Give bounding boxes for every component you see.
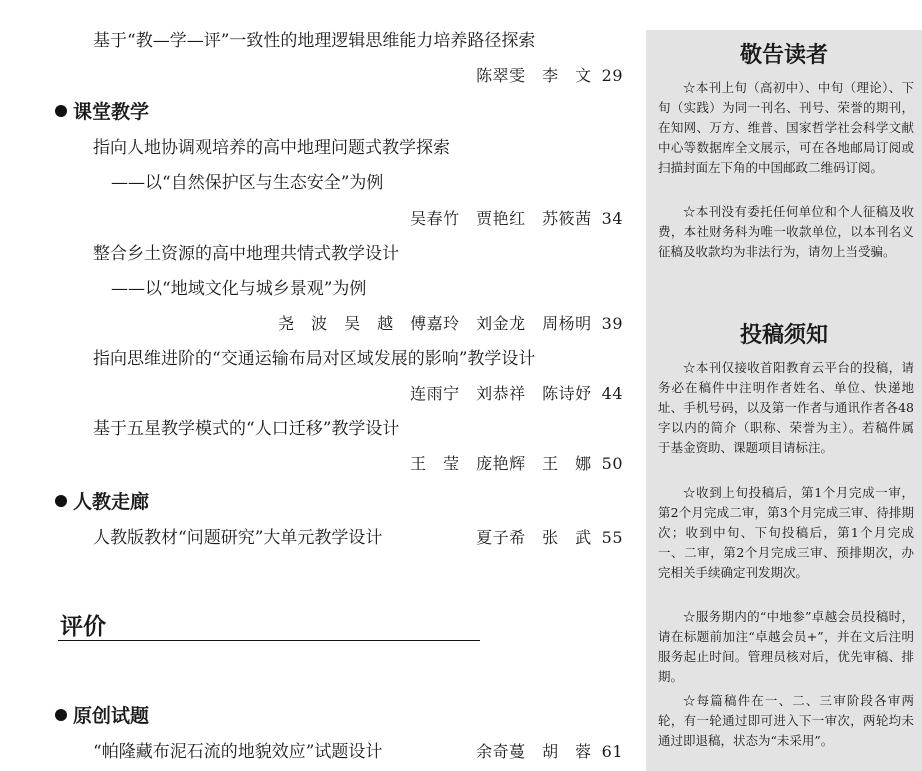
article-title[interactable]: 指向思维进阶的“交通运输布局对区域发展的影响”教学设计 xyxy=(93,349,536,369)
article-byline xyxy=(476,527,623,549)
page-number: 39 xyxy=(601,314,623,333)
page-number: 61 xyxy=(601,742,623,761)
page-number: 34 xyxy=(601,209,623,228)
section-heading-classroom: 课堂教学 xyxy=(55,100,149,124)
article-authors: 陈翠雯 李 文 xyxy=(476,66,592,85)
article-title[interactable]: 指向人地协调观培养的高中地理问题式教学探索 xyxy=(93,138,450,158)
section-divider xyxy=(58,640,480,641)
article-authors: 连雨宁 刘恭祥 陈诗妤 xyxy=(410,384,592,403)
article-authors: 吴春竹 贾艳红 苏筱茜 xyxy=(410,209,592,228)
article-title[interactable]: 基于五星教学模式的“人口迁移”教学设计 xyxy=(93,419,400,439)
page-number: 55 xyxy=(601,528,623,547)
article-title[interactable]: 整合乡土资源的高中地理共情式教学设计 xyxy=(93,244,399,264)
page-number: 50 xyxy=(601,454,623,473)
page-number: 29 xyxy=(601,66,623,85)
article-byline xyxy=(476,65,623,87)
article-byline xyxy=(410,453,623,475)
bullet-icon xyxy=(55,709,67,721)
article-subtitle: ——以“地域文化与城乡景观”为例 xyxy=(111,279,367,299)
article-byline xyxy=(476,741,623,763)
article-authors: 王 莹 庞艳辉 王 娜 xyxy=(410,454,592,473)
article-byline xyxy=(278,313,623,335)
notice-title-readers: 敬告读者 xyxy=(739,43,828,68)
notice-title-submission: 投稿须知 xyxy=(739,323,828,348)
section-heading-original: 原创试题 xyxy=(55,704,149,728)
article-authors: 夏子希 张 武 xyxy=(476,528,592,547)
article-byline xyxy=(410,208,623,230)
article-authors: 尧 波 吴 越 傅嘉玲 刘金龙 周杨明 xyxy=(278,314,592,333)
section-heading-pep: 人教走廊 xyxy=(55,490,149,514)
article-byline xyxy=(410,383,623,405)
bullet-icon xyxy=(55,495,67,507)
article-title[interactable]: “帕隆藏布泥石流的地貌效应”试题设计 xyxy=(93,742,383,762)
major-section-title: 评价 xyxy=(60,614,106,640)
article-subtitle: ——以“自然保护区与生态安全”为例 xyxy=(111,173,384,193)
notice-paragraph: ☆收到上旬投稿后，第1个月完成一审，第2个月完成二审，第3个月完成三审、待排期次；收到中旬、下旬投稿后，第1个月完成一、二审，第2个月完成三审、预排期次，办完相关手续确定刊发期次。 xyxy=(658,485,914,580)
notice-paragraph: ☆服务期内的“中地参”卓越会员投稿时，请在标题前加注“卓越会员+”，并在文后注明服务起止时间。管理员核对后，优先审稿、排期。 xyxy=(658,609,914,684)
notice-panel xyxy=(646,30,922,771)
notice-paragraph: ☆本刊上旬（高初中）、中旬（理论）、下旬（实践）为同一刊名、刊号、荣誉的期刊，在知网、万方、维普、国家哲学社会科学文献中心等数据库全文展示，可在各地邮局订阅或扫描封面左下角的中国邮政二维码订阅。 xyxy=(658,80,914,175)
notice-paragraph: ☆本刊仅接收首阳教育云平台的投稿，请务必在稿件中注明作者姓名、单位、快递地址、手机号码，以及第一作者与通讯作者各48字以内的简介（职称、荣誉为主）。若稿件属于基金资助、课题项目请标注。 xyxy=(658,360,914,455)
article-authors: 余奇蔓 胡 蓉 xyxy=(476,742,592,761)
article-title[interactable]: 基于“教—学—评”一致性的地理逻辑思维能力培养路径探索 xyxy=(93,31,536,51)
notice-paragraph: ☆本刊没有委托任何单位和个人征稿及收费，本社财务科为唯一收款单位，以本刊名义征稿及收款均为非法行为，请勿上当受骗。 xyxy=(658,204,914,259)
article-title[interactable]: 人教版教材“问题研究”大单元教学设计 xyxy=(93,528,383,548)
bullet-icon xyxy=(55,105,67,117)
notice-paragraph: ☆每篇稿件在一、二、三审阶段各审两轮，有一轮通过即可进入下一审次，两轮均未通过即退稿，状态为“未采用”。 xyxy=(658,693,914,748)
page-number: 44 xyxy=(601,384,623,403)
